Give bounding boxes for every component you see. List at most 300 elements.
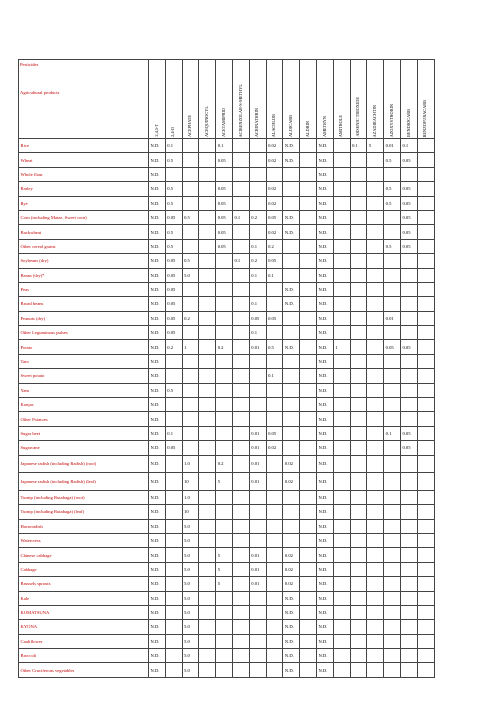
residue-value-cell: 5: [367, 139, 384, 153]
residue-value-cell: [384, 297, 401, 311]
residue-value-cell: [283, 254, 300, 268]
residue-value-cell: [350, 426, 367, 440]
residue-value-cell: [333, 383, 350, 397]
product-name-cell: Corn (including Maize, Sweet corn): [19, 210, 149, 224]
residue-value-cell: N.D.: [149, 210, 166, 224]
residue-value-cell: [333, 519, 350, 533]
residue-value-cell: [384, 455, 401, 473]
residue-value-cell: [400, 591, 417, 605]
residue-value-cell: 0.05: [400, 225, 417, 239]
residue-value-cell: [367, 369, 384, 383]
residue-value-cell: [300, 282, 317, 296]
residue-value-cell: 5: [216, 562, 233, 576]
residue-value-cell: [199, 548, 216, 562]
column-header-label: ACRINATHRIN: [254, 107, 260, 137]
residue-value-cell: [417, 268, 434, 282]
product-name-cell: KYONA: [19, 620, 149, 634]
residue-value-cell: [165, 605, 182, 619]
residue-value-cell: [300, 634, 317, 648]
residue-value-cell: [333, 196, 350, 210]
table-row: [19, 634, 435, 648]
residue-value-cell: [350, 441, 367, 455]
residue-value-cell: [216, 383, 233, 397]
residue-value-cell: 5.0: [182, 591, 199, 605]
residue-value-cell: [350, 473, 367, 491]
residue-value-cell: [266, 548, 283, 562]
residue-value-cell: [333, 282, 350, 296]
residue-value-cell: 0.5: [384, 239, 401, 253]
table-row: [19, 153, 435, 167]
residue-value-cell: [165, 398, 182, 412]
product-name-cell: Taro: [19, 354, 149, 368]
residue-value-cell: [300, 663, 317, 677]
residue-value-cell: [232, 239, 249, 253]
residue-value-cell: [232, 153, 249, 167]
residue-value-cell: [384, 326, 401, 340]
residue-value-cell: [350, 239, 367, 253]
residue-value-cell: [367, 340, 384, 354]
column-header: [249, 60, 266, 139]
column-header: [316, 60, 333, 139]
residue-value-cell: N.D.: [316, 369, 333, 383]
residue-value-cell: [400, 268, 417, 282]
residue-value-cell: [266, 326, 283, 340]
residue-value-cell: N.D.: [149, 297, 166, 311]
residue-value-cell: [417, 505, 434, 519]
product-name-cell: Other cereal grains: [19, 239, 149, 253]
residue-value-cell: 0.1: [249, 268, 266, 282]
residue-value-cell: [333, 649, 350, 663]
residue-value-cell: [350, 225, 367, 239]
residue-value-cell: 0.1: [266, 369, 283, 383]
residue-value-cell: [367, 605, 384, 619]
residue-value-cell: N.D.: [316, 490, 333, 504]
table-row: [19, 605, 435, 619]
residue-value-cell: [417, 426, 434, 440]
residue-value-cell: 10: [182, 505, 199, 519]
residue-value-cell: [333, 634, 350, 648]
residue-value-cell: 0.01: [249, 426, 266, 440]
residue-value-cell: 0.1: [384, 426, 401, 440]
residue-value-cell: [367, 620, 384, 634]
residue-value-cell: N.D.: [149, 455, 166, 473]
residue-value-cell: [384, 412, 401, 426]
product-name-cell: Rice: [19, 139, 149, 153]
product-name-cell: Buckwheat: [19, 225, 149, 239]
residue-value-cell: [249, 153, 266, 167]
residue-value-cell: [199, 505, 216, 519]
residue-value-cell: 0.5: [165, 182, 182, 196]
residue-value-cell: 0.05: [400, 153, 417, 167]
residue-value-cell: [417, 577, 434, 591]
residue-value-cell: [384, 663, 401, 677]
residue-value-cell: 0.5: [384, 153, 401, 167]
residue-value-cell: [417, 340, 434, 354]
residue-value-cell: [350, 533, 367, 547]
product-name-cell: Potato: [19, 340, 149, 354]
residue-value-cell: [300, 605, 317, 619]
residue-value-cell: [300, 268, 317, 282]
residue-value-cell: N.D.: [316, 591, 333, 605]
residue-value-cell: 0.02: [266, 441, 283, 455]
residue-value-cell: 0.01: [249, 340, 266, 354]
residue-value-cell: 0.2: [182, 311, 199, 325]
residue-value-cell: [199, 649, 216, 663]
product-name-cell: Soybeans (dry): [19, 254, 149, 268]
residue-value-cell: [367, 153, 384, 167]
residue-value-cell: N.D.: [316, 663, 333, 677]
residue-value-cell: [333, 297, 350, 311]
residue-value-cell: [384, 398, 401, 412]
residue-value-cell: [249, 369, 266, 383]
residue-value-cell: 0.5: [384, 182, 401, 196]
residue-value-cell: [350, 354, 367, 368]
residue-value-cell: [232, 268, 249, 282]
residue-value-cell: [232, 354, 249, 368]
product-name-cell: Japanese radish (including Radish) (root): [19, 455, 149, 473]
residue-value-cell: [384, 441, 401, 455]
column-header: [300, 60, 317, 139]
product-name-cell: Sugarcane: [19, 441, 149, 455]
table-row: [19, 254, 435, 268]
residue-value-cell: [300, 225, 317, 239]
residue-value-cell: [333, 182, 350, 196]
residue-value-cell: N.D.: [283, 153, 300, 167]
residue-value-cell: [300, 139, 317, 153]
residue-value-cell: 0.2: [249, 210, 266, 224]
residue-value-cell: [417, 369, 434, 383]
residue-value-cell: [350, 490, 367, 504]
residue-value-cell: [300, 182, 317, 196]
product-name-cell: Broad beans: [19, 297, 149, 311]
residue-value-cell: [350, 153, 367, 167]
residue-value-cell: [232, 519, 249, 533]
residue-value-cell: [367, 412, 384, 426]
residue-value-cell: [333, 490, 350, 504]
residue-value-cell: N.D.: [149, 412, 166, 426]
residue-value-cell: N.D.: [149, 383, 166, 397]
residue-value-cell: 0.05: [165, 297, 182, 311]
residue-value-cell: [266, 297, 283, 311]
residue-value-cell: [283, 441, 300, 455]
residue-value-cell: [333, 605, 350, 619]
residue-value-cell: [283, 196, 300, 210]
residue-value-cell: 0.01: [249, 562, 266, 576]
residue-value-cell: 0.1: [232, 254, 249, 268]
residue-value-cell: 1.0: [182, 490, 199, 504]
residue-value-cell: [199, 311, 216, 325]
column-header-label: BENZOFURACARB: [422, 99, 428, 137]
residue-value-cell: N.D.: [316, 620, 333, 634]
residue-value-cell: [182, 441, 199, 455]
table-row: [19, 473, 435, 491]
residue-value-cell: [232, 548, 249, 562]
residue-value-cell: 0.1: [249, 297, 266, 311]
residue-value-cell: [367, 354, 384, 368]
residue-value-cell: [232, 605, 249, 619]
residue-value-cell: [384, 225, 401, 239]
residue-value-cell: [367, 490, 384, 504]
residue-value-cell: [350, 210, 367, 224]
product-name-cell: Broccoli: [19, 649, 149, 663]
column-header-label: ARSENIC TRIOXIDE: [355, 97, 361, 137]
residue-value-cell: [199, 153, 216, 167]
residue-value-cell: [300, 562, 317, 576]
table-row: [19, 426, 435, 440]
residue-value-cell: [384, 649, 401, 663]
residue-value-cell: N.D.: [283, 210, 300, 224]
table-row: [19, 490, 435, 504]
residue-value-cell: [182, 167, 199, 181]
residue-value-cell: 10: [182, 473, 199, 491]
column-header: [149, 60, 166, 139]
residue-value-cell: [333, 426, 350, 440]
residue-value-cell: [417, 441, 434, 455]
residue-value-cell: [216, 441, 233, 455]
residue-value-cell: 0.05: [266, 254, 283, 268]
residue-value-cell: [300, 473, 317, 491]
residue-value-cell: N.D.: [283, 297, 300, 311]
residue-value-cell: [232, 326, 249, 340]
product-name-cell: Konjac: [19, 398, 149, 412]
table-row: [19, 196, 435, 210]
residue-value-cell: [249, 412, 266, 426]
residue-value-cell: [417, 548, 434, 562]
column-header: [367, 60, 384, 139]
residue-value-cell: 0.02: [283, 548, 300, 562]
residue-value-cell: [333, 473, 350, 491]
residue-value-cell: [300, 369, 317, 383]
residue-value-cell: N.D.: [283, 282, 300, 296]
residue-value-cell: [165, 533, 182, 547]
residue-value-cell: [350, 311, 367, 325]
residue-value-cell: [350, 505, 367, 519]
residue-value-cell: [350, 620, 367, 634]
residue-value-cell: N.D.: [149, 548, 166, 562]
product-name-cell: Watercress: [19, 533, 149, 547]
residue-value-cell: [400, 519, 417, 533]
residue-value-cell: [182, 239, 199, 253]
residue-value-cell: [400, 490, 417, 504]
residue-value-cell: [266, 634, 283, 648]
residue-value-cell: 0.05: [165, 254, 182, 268]
residue-value-cell: 0.05: [165, 311, 182, 325]
residue-value-cell: [400, 562, 417, 576]
residue-value-cell: [300, 577, 317, 591]
residue-value-cell: [417, 282, 434, 296]
residue-value-cell: 0.05: [216, 225, 233, 239]
product-name-cell: Wheat: [19, 153, 149, 167]
residue-value-cell: [232, 383, 249, 397]
table-body: [19, 139, 435, 678]
product-name-cell: Turnip (including Rutabaga) (leaf): [19, 505, 149, 519]
residue-value-cell: [199, 167, 216, 181]
residue-value-cell: [417, 239, 434, 253]
residue-value-cell: [232, 591, 249, 605]
residue-value-cell: [165, 620, 182, 634]
residue-value-cell: 0.1: [165, 426, 182, 440]
column-header-label: AMITROLE: [338, 114, 344, 137]
residue-value-cell: [300, 398, 317, 412]
residue-value-cell: [182, 426, 199, 440]
residue-value-cell: [266, 577, 283, 591]
product-name-cell: Peanuts (dry): [19, 311, 149, 325]
residue-value-cell: N.D.: [149, 167, 166, 181]
residue-value-cell: [249, 225, 266, 239]
residue-value-cell: [199, 239, 216, 253]
residue-value-cell: [350, 340, 367, 354]
table-row: [19, 519, 435, 533]
residue-value-cell: [417, 326, 434, 340]
residue-value-cell: 0.01: [384, 139, 401, 153]
residue-value-cell: 0.05: [400, 340, 417, 354]
residue-value-cell: 5.0: [182, 620, 199, 634]
table-row: [19, 663, 435, 677]
residue-value-cell: [333, 548, 350, 562]
residue-value-cell: [333, 139, 350, 153]
residue-value-cell: N.D.: [149, 182, 166, 196]
residue-value-cell: [182, 383, 199, 397]
header-subtitle: Agricultural products: [20, 89, 60, 95]
header-row: [19, 60, 435, 139]
residue-value-cell: [232, 369, 249, 383]
product-name-cell: Cauliflower: [19, 634, 149, 648]
residue-value-cell: [182, 369, 199, 383]
residue-value-cell: [367, 297, 384, 311]
residue-value-cell: [249, 383, 266, 397]
residue-value-cell: [165, 354, 182, 368]
residue-value-cell: [249, 196, 266, 210]
residue-value-cell: [400, 649, 417, 663]
residue-value-cell: [333, 441, 350, 455]
residue-value-cell: N.D.: [149, 268, 166, 282]
residue-value-cell: [300, 455, 317, 473]
residue-value-cell: 0.05: [249, 311, 266, 325]
residue-value-cell: [182, 153, 199, 167]
table-row: [19, 505, 435, 519]
column-header-label: ACETAMIPRID: [220, 107, 226, 137]
residue-value-cell: [283, 505, 300, 519]
residue-value-cell: [333, 505, 350, 519]
residue-value-cell: 5.0: [182, 605, 199, 619]
residue-value-cell: [350, 398, 367, 412]
residue-value-cell: [232, 297, 249, 311]
residue-value-cell: [199, 455, 216, 473]
residue-value-cell: [367, 282, 384, 296]
residue-value-cell: [165, 167, 182, 181]
residue-value-cell: [367, 210, 384, 224]
residue-value-cell: [333, 591, 350, 605]
residue-value-cell: [216, 398, 233, 412]
residue-value-cell: N.D.: [316, 354, 333, 368]
residue-value-cell: 0.05: [384, 340, 401, 354]
residue-value-cell: [384, 620, 401, 634]
residue-value-cell: [232, 663, 249, 677]
residue-value-cell: [216, 605, 233, 619]
residue-value-cell: N.D.: [283, 634, 300, 648]
table-row: [19, 455, 435, 473]
residue-value-cell: [199, 412, 216, 426]
table-row: [19, 139, 435, 153]
residue-value-cell: [232, 455, 249, 473]
residue-value-cell: N.D.: [149, 196, 166, 210]
residue-value-cell: 0.1: [216, 139, 233, 153]
residue-value-cell: [232, 473, 249, 491]
residue-value-cell: [216, 311, 233, 325]
product-name-cell: Rye: [19, 196, 149, 210]
residue-value-cell: 0.02: [266, 153, 283, 167]
residue-value-cell: [300, 591, 317, 605]
residue-value-cell: [266, 519, 283, 533]
table-row: [19, 354, 435, 368]
residue-value-cell: 1.0: [182, 455, 199, 473]
residue-value-cell: [300, 153, 317, 167]
residue-value-cell: [283, 426, 300, 440]
residue-value-cell: [400, 326, 417, 340]
residue-value-cell: [400, 297, 417, 311]
residue-value-cell: [266, 455, 283, 473]
residue-value-cell: [216, 634, 233, 648]
residue-value-cell: [417, 663, 434, 677]
residue-value-cell: [165, 548, 182, 562]
product-name-cell: Beans (dry)*: [19, 268, 149, 282]
residue-value-cell: [333, 167, 350, 181]
residue-value-cell: N.D.: [149, 139, 166, 153]
residue-value-cell: [400, 412, 417, 426]
residue-value-cell: N.D.: [316, 297, 333, 311]
residue-value-cell: [350, 634, 367, 648]
residue-value-cell: N.D.: [316, 548, 333, 562]
column-header-label: AZADIRACHTIN: [371, 104, 377, 137]
column-header-label: AMETRYN: [321, 115, 327, 137]
residue-value-cell: [199, 591, 216, 605]
residue-value-cell: [350, 268, 367, 282]
residue-value-cell: N.D.: [316, 383, 333, 397]
residue-value-cell: [266, 505, 283, 519]
residue-value-cell: [417, 182, 434, 196]
residue-value-cell: 0.05: [216, 210, 233, 224]
residue-value-cell: N.D.: [316, 533, 333, 547]
residue-value-cell: [400, 605, 417, 619]
column-header-label: ACEPHATE: [187, 115, 193, 137]
product-name-cell: Brussels sprouts: [19, 577, 149, 591]
residue-value-cell: N.D.: [149, 282, 166, 296]
residue-value-cell: [232, 426, 249, 440]
residue-value-cell: [266, 649, 283, 663]
residue-value-cell: [367, 225, 384, 239]
residue-value-cell: 0.5: [165, 383, 182, 397]
residue-value-cell: 0.05: [165, 326, 182, 340]
residue-value-cell: [367, 634, 384, 648]
residue-value-cell: N.D.: [316, 605, 333, 619]
residue-value-cell: [199, 369, 216, 383]
residue-value-cell: [300, 519, 317, 533]
residue-value-cell: 0.01: [384, 311, 401, 325]
residue-value-cell: [417, 620, 434, 634]
pesticide-residue-table: [18, 59, 435, 678]
residue-value-cell: [249, 591, 266, 605]
header-corner-cell: [19, 60, 149, 139]
residue-value-cell: [350, 383, 367, 397]
residue-value-cell: [400, 167, 417, 181]
residue-value-cell: N.D.: [149, 562, 166, 576]
residue-value-cell: [216, 297, 233, 311]
residue-value-cell: [333, 562, 350, 576]
residue-value-cell: [199, 562, 216, 576]
residue-value-cell: [300, 505, 317, 519]
residue-value-cell: [283, 268, 300, 282]
residue-value-cell: [333, 412, 350, 426]
